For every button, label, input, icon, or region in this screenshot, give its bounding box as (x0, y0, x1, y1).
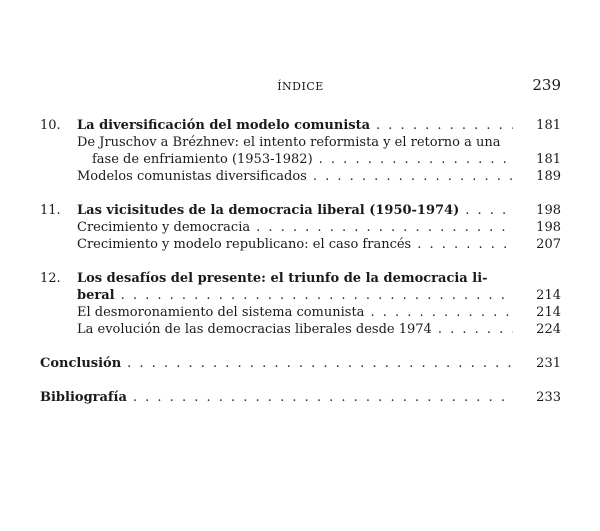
toc-chapter-12 (40, 270, 561, 287)
dot-leader (319, 151, 513, 168)
page-number: 224 (536, 322, 561, 337)
dot-leader (256, 219, 513, 236)
chapter-title: Los desafíos del presente: el triunfo de la democracia li- (77, 271, 488, 286)
page-number: 214 (536, 305, 561, 320)
toc-subentry (40, 168, 561, 185)
toc-chapter-title-continued (40, 287, 561, 304)
page-number: 181 (536, 152, 561, 167)
toc-subentry (40, 304, 561, 321)
header-page-number: 239 (532, 76, 561, 94)
toc-chapter-10 (40, 117, 561, 134)
chapter-title: La diversificación del modelo comunista (77, 118, 371, 133)
dot-leader (376, 117, 513, 134)
subentry-title: Modelos comunistas diversificados (77, 169, 307, 184)
subentry-title: El desmoronamiento del sistema comunista (77, 305, 365, 320)
chapter-number: 12. (40, 271, 61, 286)
page-number: 231 (536, 356, 561, 371)
page-number: 233 (536, 390, 561, 405)
chapter-number: 11. (40, 203, 61, 218)
page-number: 214 (536, 288, 561, 303)
section-title: Conclusión (40, 356, 122, 371)
toc-subentry (40, 219, 561, 236)
subentry-title: La evolución de las democracias liberales desde 1974 (77, 322, 432, 337)
dot-leader (133, 389, 513, 406)
chapter-title: Las vicisitudes de la democracia liberal (1950-1974) (77, 203, 460, 218)
running-header (40, 76, 561, 96)
toc-conclusion (40, 355, 561, 372)
subentry-title: Crecimiento y modelo republicano: el caso francés (77, 237, 412, 252)
dot-leader (370, 304, 513, 321)
header-title: ÍNDICE (277, 80, 324, 93)
chapter-number: 10. (40, 118, 61, 133)
subentry-title: Crecimiento y democracia (77, 220, 251, 235)
page-number: 198 (536, 220, 561, 235)
dot-leader (438, 321, 513, 338)
dot-leader (417, 236, 513, 253)
toc-subentry (40, 321, 561, 338)
dot-leader (127, 355, 513, 372)
dot-leader (121, 287, 513, 304)
toc-chapter-11 (40, 202, 561, 219)
dot-leader (465, 202, 513, 219)
toc-bibliography (40, 389, 561, 406)
toc-subentry (40, 134, 561, 151)
subentry-title: De Jruschov a Brézhnev: el intento reformista y el retorno a una (77, 135, 501, 150)
dot-leader (313, 168, 513, 185)
section-title: Bibliografía (40, 390, 127, 405)
subentry-title: fase de enfriamiento (1953-1982) (92, 152, 313, 167)
page-number: 207 (536, 237, 561, 252)
toc-subentry (40, 236, 561, 253)
chapter-title: beral (77, 288, 115, 303)
page-number: 198 (536, 203, 561, 218)
page-number: 181 (536, 118, 561, 133)
table-of-contents (40, 117, 561, 406)
toc-subentry-continued (40, 151, 561, 168)
page-number: 189 (536, 169, 561, 184)
